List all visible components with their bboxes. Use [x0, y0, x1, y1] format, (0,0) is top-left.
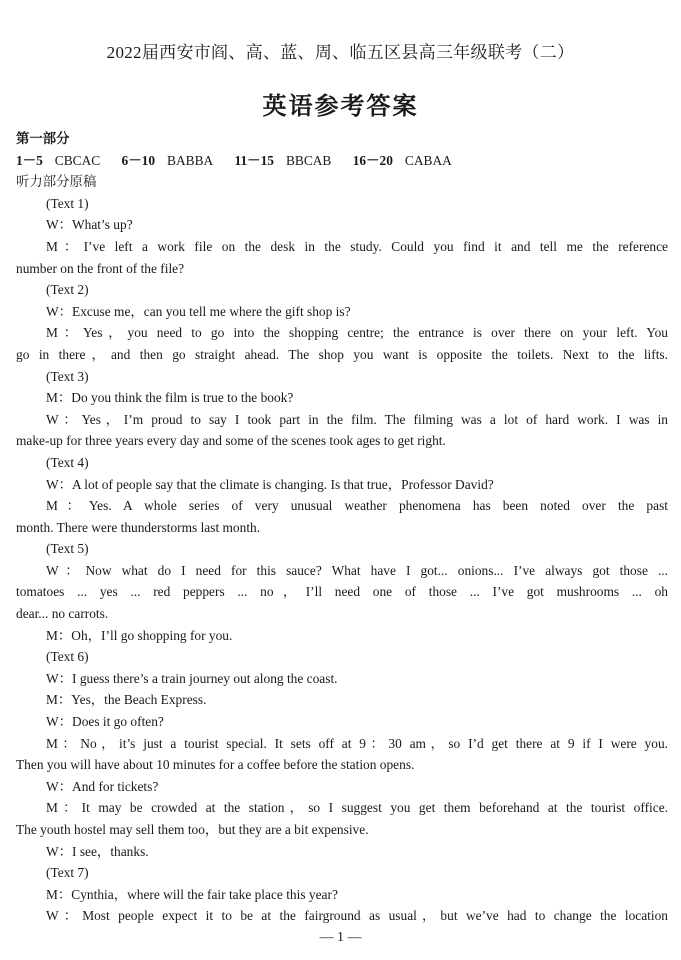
- document-body: [16, 128, 668, 927]
- section-label: 第一部分: [16, 131, 70, 146]
- answer-range: 16－20: [352, 152, 393, 168]
- transcript-lines: [16, 193, 668, 927]
- page-number: — 1 —: [319, 930, 362, 945]
- transcript-line: make-up for three years every day and some of the scenes took ages to get right.: [16, 433, 446, 449]
- transcript-line: Then you will have about 10 minutes for a coffee before the station opens.: [16, 757, 415, 773]
- transcript-line: M：It may be crowded at the station，so I suggest you get them beforehand at the tourist office.: [46, 800, 668, 816]
- transcript-line: W：Now what do I need for this sauce? What have I got... onions... I’ve always got those ...: [46, 562, 668, 578]
- answer-value: BBCAB: [285, 152, 332, 168]
- transcript-line: W：I see，thanks.: [46, 843, 149, 859]
- answer-value: BABBA: [167, 152, 214, 168]
- transcript-line: W：And for tickets?: [46, 778, 159, 794]
- transcript-line: (Text 2): [46, 282, 89, 298]
- transcript-line: M：Yes，you need to go into the shopping centre; the entrance is over there on your left. You: [46, 325, 668, 341]
- answer-value: CBCAC: [54, 152, 101, 168]
- transcript-line: W：Yes，I’m proud to say I took part in the film. The filming was a lot of hard work. I was in: [46, 411, 668, 427]
- transcript-line: (Text 4): [46, 454, 89, 470]
- transcript-line: W：What’s up?: [46, 217, 133, 233]
- transcript-line: M：Oh，I’ll go shopping for you.: [46, 627, 233, 643]
- transcript-line: W：I guess there’s a train journey out along the coast.: [46, 670, 338, 686]
- answer-range: 1－5: [16, 152, 43, 168]
- transcript-line: (Text 7): [46, 865, 89, 881]
- transcript-line: go in there，and then go straight ahead. The shop you want is opposite the toilets. Next to the lifts.: [16, 346, 668, 362]
- transcript-line: M：Do you think the film is true to the book?: [46, 390, 294, 406]
- transcript-line: W：Does it go often?: [46, 714, 164, 730]
- transcript-line: W：Most people expect it to be at the fairground as usual，but we’ve had to change the location: [46, 908, 668, 924]
- transcript-line: M：I’ve left a work file on the desk in the study. Could you find it and tell me the reference: [46, 238, 668, 254]
- transcript-line: (Text 5): [46, 541, 89, 557]
- transcript-line: M：Yes. A whole series of very unusual weather phenomena has been noted over the past: [46, 498, 668, 514]
- transcript-line: (Text 3): [46, 368, 89, 384]
- exam-header-title: 2022届西安市阎、高、蓝、周、临五区县高三年级联考（二）: [106, 43, 575, 62]
- transcript-line: W：A lot of people say that the climate is changing. Is that true，Professor David?: [46, 476, 494, 492]
- transcript-label: 听力部分原稿: [16, 174, 97, 190]
- answer-value: CABAA: [404, 152, 452, 168]
- transcript-line: M：Cynthia，where will the fair take place this year?: [46, 886, 338, 902]
- transcript-line: tomatoes ... yes ... red peppers ... no，I’ll need one of those ... I’ve got mushrooms ... oh: [16, 584, 668, 600]
- answer-range: 6－10: [121, 152, 156, 168]
- transcript-line: W：Excuse me，can you tell me where the gift shop is?: [46, 303, 351, 319]
- transcript-line: (Text 1): [46, 195, 89, 211]
- transcript-line: The youth hostel may sell them too，but they are a bit expensive.: [16, 822, 369, 837]
- transcript-line: dear... no carrots.: [16, 606, 109, 622]
- transcript-line: month. There were thunderstorms last month.: [16, 519, 261, 535]
- transcript-line: M：No，it’s just a tourist special. It sets off at 9：30 am，so I’d get there at 9 if I were you.: [46, 735, 668, 751]
- answer-key-row: [16, 150, 668, 172]
- page-title: 英语参考答案: [262, 94, 419, 120]
- transcript-line: M：Yes，the Beach Express.: [46, 692, 207, 708]
- answer-range: 11－15: [234, 152, 274, 168]
- transcript-line: (Text 6): [46, 649, 89, 665]
- transcript-line: number on the front of the file?: [16, 260, 185, 276]
